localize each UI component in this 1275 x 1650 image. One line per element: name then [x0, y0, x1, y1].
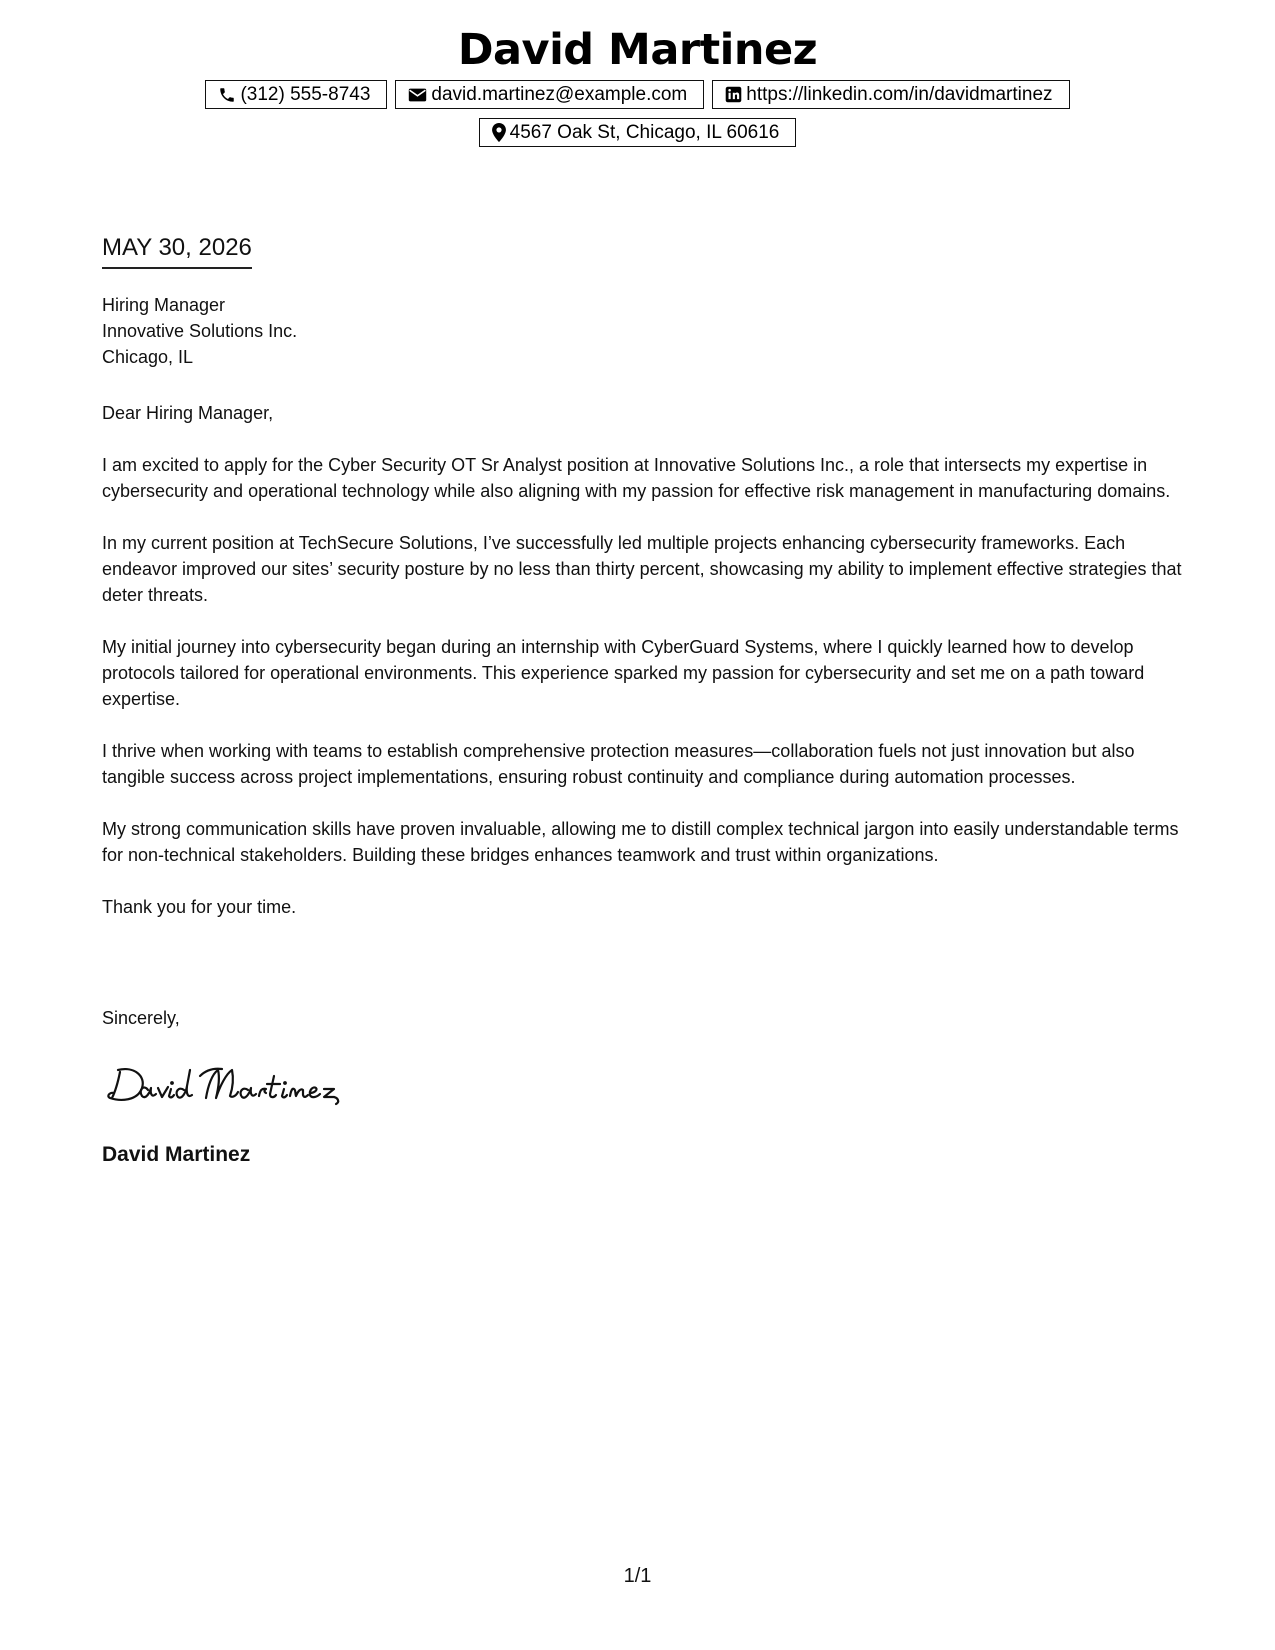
contact-row-secondary	[0, 118, 1275, 147]
recipient-block	[102, 292, 297, 370]
body-paragraph: In my current position at TechSecure Solutions, I’ve successfully led multiple projects enhancing cybersecurity frameworks. Each endeavor improved our sites’ security posture by no less than thirty percent, showcasing my ability to implement effective strategies that deter threats.	[102, 533, 1182, 605]
linkedin-icon	[725, 86, 742, 103]
phone-icon	[218, 86, 236, 104]
envelope-icon	[408, 87, 427, 103]
applicant-name: David Martinez	[457, 25, 818, 75]
address-chip	[479, 118, 797, 147]
body-paragraph: I thrive when working with teams to establish comprehensive protection measures—collaboration fuels not just innovation but also tangible success across project implementations, ensuring robust continuity and compliance during automation processes.	[102, 741, 1135, 787]
page-number: 1/1	[623, 1565, 652, 1587]
linkedin-chip	[712, 80, 1069, 109]
recipient-title: Hiring Manager	[102, 295, 226, 315]
address-text: 4567 Oak St, Chicago, IL 60616	[509, 121, 780, 143]
body-paragraph: My initial journey into cybersecurity began during an internship with CyberGuard Systems, where I quickly learned how to develop protocols tailored for operational environments. This experience sparked my passion for cybersecurity and set me on a path toward expertise.	[102, 637, 1145, 709]
thanks-line: Thank you for your time.	[102, 897, 297, 917]
email-text: david.martinez@example.com	[431, 83, 688, 105]
recipient-company: Innovative Solutions Inc.	[102, 321, 298, 341]
salutation: Dear Hiring Manager,	[102, 403, 274, 423]
phone-text: (312) 555-8743	[240, 83, 371, 105]
signature-drawing	[104, 1060, 364, 1110]
recipient-location: Chicago, IL	[102, 347, 194, 367]
map-marker-icon	[492, 123, 506, 142]
signer-name: David Martinez	[102, 1143, 251, 1166]
body-paragraph: My strong communication skills have proven invaluable, allowing me to distill complex technical jargon into easily understandable terms for non-technical stakeholders. Building these bridges enhances teamwork and trust within organizations.	[102, 819, 1179, 865]
letter-date: MAY 30, 2026	[102, 233, 252, 269]
body-paragraph: I am excited to apply for the Cyber Security OT Sr Analyst position at Innovative Solutions Inc., a role that intersects my expertise in cybersecurity and operational technology while also aligning with my passion for effective risk management in manufacturing domains.	[102, 455, 1171, 501]
phone-chip	[205, 80, 387, 109]
handwritten-signature	[104, 1060, 364, 1110]
linkedin-text: https://linkedin.com/in/davidmartinez	[746, 83, 1053, 105]
email-chip	[395, 80, 704, 109]
closing: Sincerely,	[102, 1008, 180, 1028]
contact-row-primary	[0, 80, 1275, 109]
letter-body	[102, 400, 1182, 946]
